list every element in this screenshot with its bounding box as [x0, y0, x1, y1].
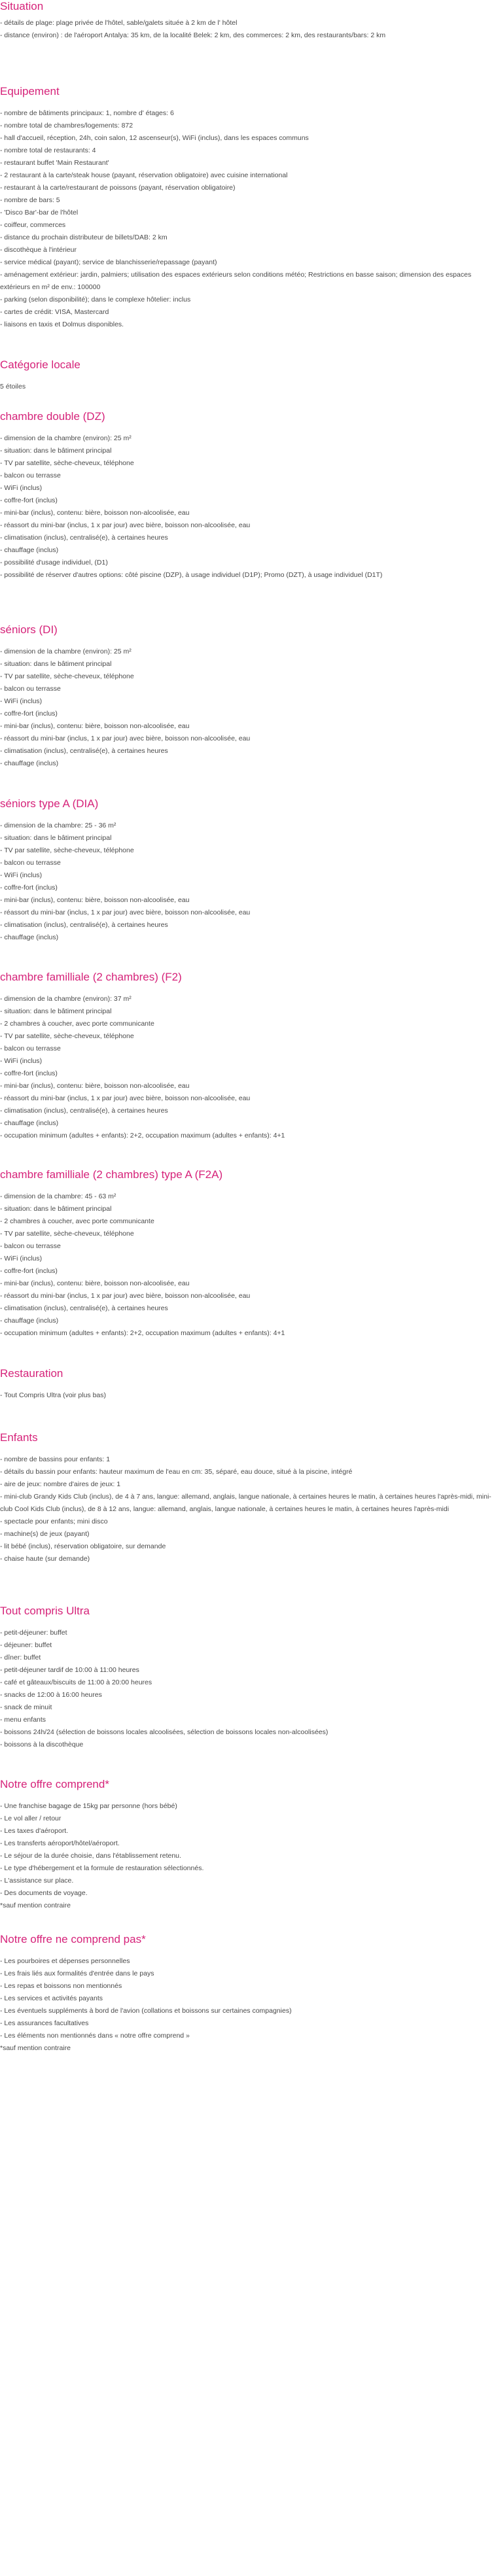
- section-title: Catégorie locale: [0, 358, 80, 371]
- list-item: - nombre total de chambres/logements: 872: [0, 122, 133, 130]
- list-item: - dimension de la chambre (environ): 37 m²: [0, 995, 132, 1003]
- list-item: - coffre-fort (inclus): [0, 884, 58, 892]
- list-item: - Le vol aller / retour: [0, 1815, 62, 1822]
- list-item: - dimension de la chambre: 25 - 36 m²: [0, 822, 116, 829]
- list-item: - Les frais liés aux formalités d'entrée dans le pays: [0, 1970, 154, 1977]
- list-item: - Les éventuels suppléments à bord de l'avion (collations et boissons sur certaines compagnies): [0, 2007, 292, 2015]
- list-item: - détails du bassin pour enfants: hauteur maximum de l'eau en cm: 35, séparé, eau douce, situé à la piscine, intégré: [0, 1468, 353, 1476]
- list-item: - petit-déjeuner tardif de 10:00 à 11:00 heures: [0, 1666, 139, 1674]
- list-item: - réassort du mini-bar (inclus, 1 x par jour) avec bière, boisson non-alcoolisée, eau: [0, 1094, 251, 1102]
- list-item: - mini-club Grandy Kids Club (inclus), de 4 à 7 ans, langue: allemand, anglais, langue nationale, à certaines heures le matin, à certaines heures l'après-midi, mini-club Cool Kids Club (inclus), de 8 à 12 ans, langue: allemand, anglais, langue nationale, à certaines heures le matin, à certaines heures l'après-midi: [0, 1493, 491, 1513]
- list-item: - climatisation (inclus), centralisé(e), à certaines heures: [0, 747, 168, 755]
- list-item: - dimension de la chambre (environ): 25 m²: [0, 648, 132, 655]
- list-item: - WiFi (inclus): [0, 871, 43, 879]
- section-comprend: [0, 1778, 496, 1912]
- list-item: - climatisation (inclus), centralisé(e), à certaines heures: [0, 921, 168, 929]
- list-item: - Le type d'hébergement et la formule de restauration sélectionnés.: [0, 1864, 204, 1872]
- list-item: - chauffage (inclus): [0, 546, 59, 554]
- section-lines: [0, 17, 496, 42]
- list-item: - climatisation (inclus), centralisé(e), à certaines heures: [0, 534, 168, 542]
- list-item: - machine(s) de jeux (payant): [0, 1530, 90, 1538]
- list-item: - nombre de bars: 5: [0, 196, 60, 204]
- list-item: - petit-déjeuner: buffet: [0, 1629, 67, 1637]
- list-item: - TV par satellite, sèche-cheveux, téléphone: [0, 672, 134, 680]
- list-item: - balcon ou terrasse: [0, 1045, 61, 1053]
- list-item: - 'Disco Bar'-bar de l'hôtel: [0, 209, 79, 217]
- section-lines: [0, 1191, 496, 1340]
- list-item: *sauf mention contraire: [0, 1902, 71, 1909]
- section-lines: [0, 1627, 496, 1751]
- section-title: Restauration: [0, 1367, 63, 1380]
- section-title: Situation: [0, 0, 44, 12]
- list-item: - détails de plage: plage privée de l'hôtel, sable/galets située à 2 km de l' hôtel: [0, 19, 238, 27]
- list-item: - TV par satellite, sèche-cheveux, téléphone: [0, 846, 134, 854]
- list-item: - liaisons en taxis et Dolmus disponibles.: [0, 321, 124, 328]
- section-title: séniors type A (DIA): [0, 797, 99, 810]
- section-lines: [0, 820, 496, 944]
- section-ultra: [0, 1605, 496, 1751]
- list-item: - spectacle pour enfants; mini disco: [0, 1518, 108, 1525]
- list-item: - nombre total de restaurants: 4: [0, 147, 96, 154]
- list-item: - balcon ou terrasse: [0, 1242, 61, 1250]
- list-item: - mini-bar (inclus), contenu: bière, boisson non-alcoolisée, eau: [0, 509, 190, 517]
- section-categorie: [0, 358, 496, 393]
- list-item: - 2 chambres à coucher, avec porte communicante: [0, 1217, 154, 1225]
- section-equipement: [0, 85, 496, 331]
- list-item: - hall d'accueil, réception, 24h, coin salon, 12 ascenseur(s), WiFi (inclus), dans les espaces communs: [0, 134, 309, 142]
- list-item: - lit bébé (inclus), réservation obligatoire, sur demande: [0, 1542, 166, 1550]
- section-f2a: [0, 1168, 496, 1340]
- section-necomprend: [0, 1933, 496, 2055]
- section-title: chambre familliale (2 chambres) (F2): [0, 971, 182, 983]
- list-item: - Les services et activités payants: [0, 1994, 103, 2002]
- list-item: - Le séjour de la durée choisie, dans l'établissement retenu.: [0, 1852, 181, 1860]
- section-lines: [0, 1800, 496, 1912]
- list-item: - possibilité de réserver d'autres options: côté piscine (DZP), à usage individuel (D1P); Promo (DZT), à usage individuel (D1T): [0, 571, 383, 579]
- list-item: - nombre de bassins pour enfants: 1: [0, 1455, 111, 1463]
- section-title: Equipement: [0, 85, 60, 97]
- section-enfants: [0, 1431, 496, 1565]
- list-item: - Les pourboires et dépenses personnelles: [0, 1957, 130, 1965]
- section-title: Notre offre comprend*: [0, 1778, 109, 1790]
- list-item: - WiFi (inclus): [0, 1255, 43, 1262]
- section-f2: [0, 971, 496, 1142]
- list-item: - boissons à la discothèque: [0, 1741, 84, 1749]
- list-item: - coiffeur, commerces: [0, 221, 66, 229]
- list-item: - occupation minimum (adultes + enfants): 2+2, occupation maximum (adultes + enfants): 4+1: [0, 1329, 285, 1337]
- section-title: Tout compris Ultra: [0, 1605, 90, 1617]
- list-item: 5 étoiles: [0, 383, 26, 391]
- list-item: - boissons 24h/24 (sélection de boissons locales alcoolisées, sélection de boissons locales non-alcoolisées): [0, 1728, 328, 1736]
- list-item: - situation: dans le bâtiment principal: [0, 447, 112, 455]
- list-item: - service médical (payant); service de blanchisserie/repassage (payant): [0, 258, 217, 266]
- list-item: - situation: dans le bâtiment principal: [0, 1007, 112, 1015]
- section-lines: [0, 646, 496, 770]
- list-item: - Tout Compris Ultra (voir plus bas): [0, 1391, 107, 1399]
- section-title: Notre offre ne comprend pas*: [0, 1933, 146, 1945]
- list-item: - réassort du mini-bar (inclus, 1 x par jour) avec bière, boisson non-alcoolisée, eau: [0, 735, 251, 742]
- list-item: - parking (selon disponibilité); dans le complexe hôtelier: inclus: [0, 296, 191, 304]
- list-item: - chaise haute (sur demande): [0, 1555, 90, 1563]
- list-item: - cartes de crédit: VISA, Mastercard: [0, 308, 109, 316]
- list-item: - climatisation (inclus), centralisé(e), à certaines heures: [0, 1304, 168, 1312]
- section-title: chambre double (DZ): [0, 410, 105, 423]
- section-dia: [0, 797, 496, 944]
- list-item: - dîner: buffet: [0, 1654, 41, 1662]
- list-item: - Des documents de voyage.: [0, 1889, 88, 1897]
- section-title: chambre familliale (2 chambres) type A (F2A): [0, 1168, 223, 1181]
- list-item: - TV par satellite, sèche-cheveux, téléphone: [0, 1230, 134, 1238]
- list-item: - mini-bar (inclus), contenu: bière, boisson non-alcoolisée, eau: [0, 1279, 190, 1287]
- list-item: - balcon ou terrasse: [0, 472, 61, 479]
- list-item: - TV par satellite, sèche-cheveux, téléphone: [0, 459, 134, 467]
- list-item: - café et gâteaux/biscuits de 11:00 à 20:00 heures: [0, 1679, 152, 1686]
- section-dz: [0, 410, 496, 582]
- list-item: - réassort du mini-bar (inclus, 1 x par jour) avec bière, boisson non-alcoolisée, eau: [0, 1292, 251, 1300]
- section-di: [0, 623, 496, 770]
- list-item: - chauffage (inclus): [0, 1119, 59, 1127]
- list-item: - aménagement extérieur: jardin, palmiers; utilisation des espaces extérieurs selon conditions météo; Restrictions en basse saison; dimension des espaces extérieurs en m² de env.: 100000: [0, 271, 472, 291]
- section-situation: [0, 0, 496, 42]
- list-item: - situation: dans le bâtiment principal: [0, 1205, 112, 1213]
- list-item: - snack de minuit: [0, 1703, 52, 1711]
- list-item: - 2 chambres à coucher, avec porte communicante: [0, 1020, 154, 1028]
- list-item: - restaurant buffet 'Main Restaurant': [0, 159, 109, 167]
- list-item: - Les assurances facultatives: [0, 2019, 89, 2027]
- list-item: - nombre de bâtiments principaux: 1, nombre d' étages: 6: [0, 109, 174, 117]
- list-item: - possibilité d'usage individuel, (D1): [0, 559, 108, 566]
- list-item: - coffre-fort (inclus): [0, 1267, 58, 1275]
- section-title: Enfants: [0, 1431, 38, 1444]
- list-item: - mini-bar (inclus), contenu: bière, boisson non-alcoolisée, eau: [0, 1082, 190, 1090]
- list-item: - balcon ou terrasse: [0, 859, 61, 867]
- list-item: - distance du prochain distributeur de billets/DAB: 2 km: [0, 234, 168, 241]
- list-item: - menu enfants: [0, 1716, 46, 1724]
- list-item: - coffre-fort (inclus): [0, 710, 58, 718]
- section-lines: [0, 381, 496, 393]
- list-item: - restaurant à la carte/restaurant de poissons (payant, réservation obligatoire): [0, 184, 236, 192]
- section-restauration: [0, 1367, 496, 1402]
- list-item: - Une franchise bagage de 15kg par personne (hors bébé): [0, 1802, 177, 1810]
- list-item: - Les transferts aéroport/hôtel/aéroport.: [0, 1839, 120, 1847]
- list-item: - Les éléments non mentionnés dans « notre offre comprend »: [0, 2032, 190, 2040]
- list-item: - TV par satellite, sèche-cheveux, téléphone: [0, 1032, 134, 1040]
- list-item: - situation: dans le bâtiment principal: [0, 834, 112, 842]
- list-item: - L'assistance sur place.: [0, 1877, 74, 1885]
- list-item: - occupation minimum (adultes + enfants): 2+2, occupation maximum (adultes + enfants): 4+1: [0, 1132, 285, 1140]
- list-item: - climatisation (inclus), centralisé(e), à certaines heures: [0, 1107, 168, 1115]
- list-item: - mini-bar (inclus), contenu: bière, boisson non-alcoolisée, eau: [0, 896, 190, 904]
- list-item: - balcon ou terrasse: [0, 685, 61, 693]
- list-item: - coffre-fort (inclus): [0, 1070, 58, 1077]
- list-item: - WiFi (inclus): [0, 697, 43, 705]
- list-item: - coffre-fort (inclus): [0, 496, 58, 504]
- list-item: - WiFi (inclus): [0, 1057, 43, 1065]
- list-item: - Les repas et boissons non mentionnés: [0, 1982, 122, 1990]
- section-lines: [0, 1955, 496, 2055]
- section-title: séniors (DI): [0, 623, 58, 636]
- list-item: *sauf mention contraire: [0, 2044, 71, 2052]
- list-item: - dimension de la chambre: 45 - 63 m²: [0, 1192, 116, 1200]
- section-lines: [0, 1389, 496, 1402]
- list-item: - réassort du mini-bar (inclus, 1 x par jour) avec bière, boisson non-alcoolisée, eau: [0, 521, 251, 529]
- section-lines: [0, 1453, 496, 1565]
- list-item: - dimension de la chambre (environ): 25 m²: [0, 434, 132, 442]
- list-item: - chauffage (inclus): [0, 933, 59, 941]
- section-lines: [0, 993, 496, 1142]
- list-item: - chauffage (inclus): [0, 759, 59, 767]
- section-lines: [0, 107, 496, 331]
- list-item: - snacks de 12:00 à 16:00 heures: [0, 1691, 102, 1699]
- list-item: - aire de jeux: nombre d'aires de jeux: 1: [0, 1480, 121, 1488]
- list-item: - déjeuner: buffet: [0, 1641, 52, 1649]
- list-item: - WiFi (inclus): [0, 484, 43, 492]
- list-item: - 2 restaurant à la carte/steak house (payant, réservation obligatoire) avec cuisine international: [0, 171, 288, 179]
- list-item: - chauffage (inclus): [0, 1317, 59, 1325]
- list-item: - Les taxes d'aéroport.: [0, 1827, 69, 1835]
- list-item: - distance (environ) : de l'aéroport Antalya: 35 km, de la localité Belek: 2 km, des commerces: 2 km, des restaurants/bars: 2 km: [0, 31, 386, 39]
- section-lines: [0, 432, 496, 582]
- list-item: - discothèque à l'intérieur: [0, 246, 77, 254]
- list-item: - réassort du mini-bar (inclus, 1 x par jour) avec bière, boisson non-alcoolisée, eau: [0, 909, 251, 916]
- list-item: - mini-bar (inclus), contenu: bière, boisson non-alcoolisée, eau: [0, 722, 190, 730]
- list-item: - situation: dans le bâtiment principal: [0, 660, 112, 668]
